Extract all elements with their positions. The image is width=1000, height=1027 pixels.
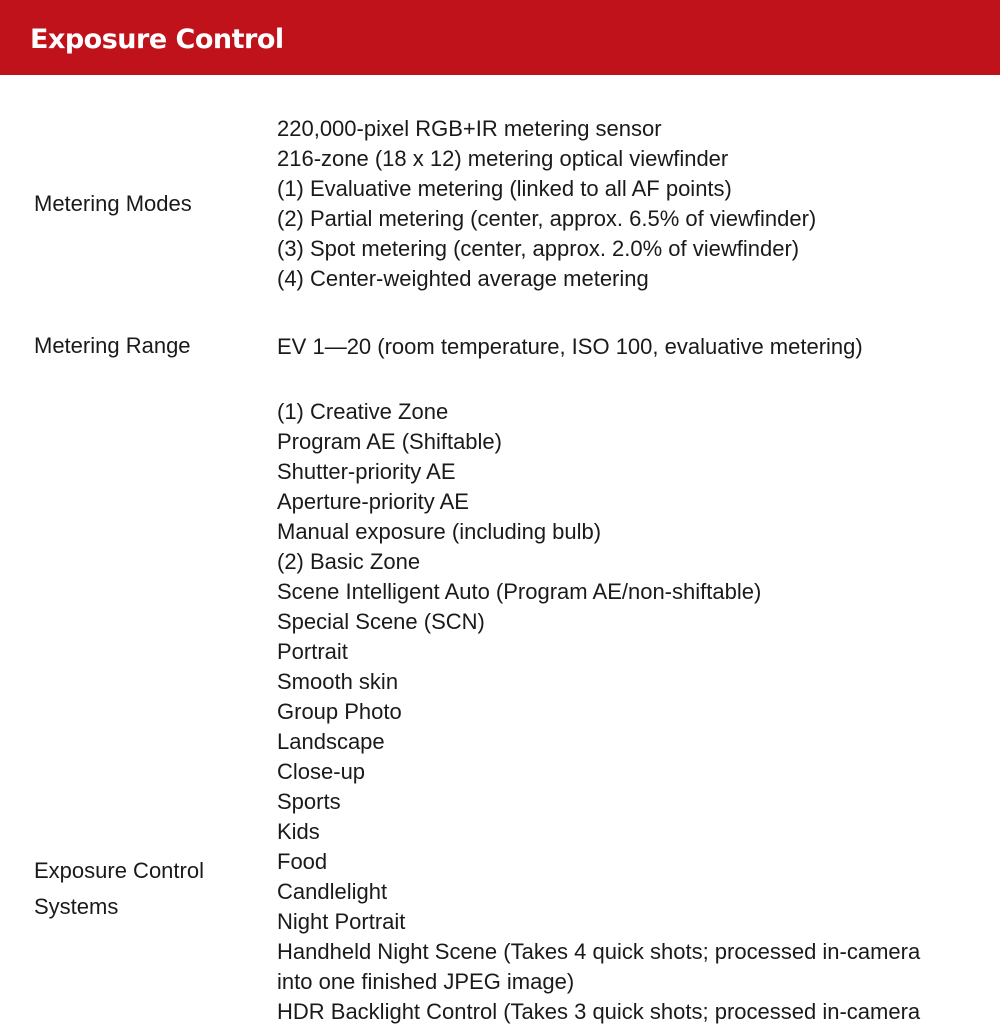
spec-values [277, 332, 977, 362]
spec-value: (2) Partial metering (center, approx. 6.5% of viewfinder) [277, 206, 817, 231]
spec-value: Handheld Night Scene (Takes 4 quick shots; processed in-camera [277, 939, 921, 964]
spec-values [277, 397, 977, 1027]
spec-value: Shutter-priority AE [277, 459, 456, 484]
spec-value: Group Photo [277, 699, 402, 724]
spec-value: Program AE (Shiftable) [277, 429, 502, 454]
spec-value: (1) Evaluative metering (linked to all AF points) [277, 176, 732, 201]
spec-value: Scene Intelligent Auto (Program AE/non-shiftable) [277, 579, 762, 604]
spec-value: Smooth skin [277, 669, 399, 694]
spec-label: Metering Modes [34, 191, 192, 216]
spec-value: 216-zone (18 x 12) metering optical viewfinder [277, 146, 729, 171]
spec-value: EV 1—20 (room temperature, ISO 100, evaluative metering) [277, 334, 863, 359]
spec-row-metering-modes [0, 114, 1000, 294]
spec-value: Landscape [277, 729, 385, 754]
spec-value: Sports [277, 789, 341, 814]
spec-value: Candlelight [277, 879, 388, 904]
spec-value: Kids [277, 819, 320, 844]
spec-label-line: Exposure Control [34, 858, 204, 883]
spec-value: Night Portrait [277, 909, 406, 934]
spec-value: Close-up [277, 759, 366, 784]
spec-label [34, 853, 254, 925]
spec-value: 220,000-pixel RGB+IR metering sensor [277, 116, 662, 141]
section-header [0, 0, 1000, 75]
spec-value: (4) Center-weighted average metering [277, 266, 649, 291]
spec-value: HDR Backlight Control (Takes 3 quick shots; processed in-camera [277, 999, 921, 1024]
spec-value: Portrait [277, 639, 348, 664]
spec-value: Food [277, 849, 328, 874]
spec-value: (3) Spot metering (center, approx. 2.0% of viewfinder) [277, 236, 800, 261]
spec-value: Manual exposure (including bulb) [277, 519, 602, 544]
spec-row-metering-range [0, 328, 1000, 368]
spec-value: (1) Creative Zone [277, 399, 449, 424]
spec-label-line: Systems [34, 894, 119, 919]
spec-value: (2) Basic Zone [277, 549, 421, 574]
spec-values [277, 114, 977, 294]
spec-label: Metering Range [34, 333, 191, 358]
spec-value: Special Scene (SCN) [277, 609, 485, 634]
spec-value: into one finished JPEG image) [277, 969, 575, 994]
spec-value: Aperture-priority AE [277, 489, 469, 514]
spec-row-exposure-control-systems [0, 397, 1000, 1027]
section-title: Exposure Control [30, 24, 284, 55]
